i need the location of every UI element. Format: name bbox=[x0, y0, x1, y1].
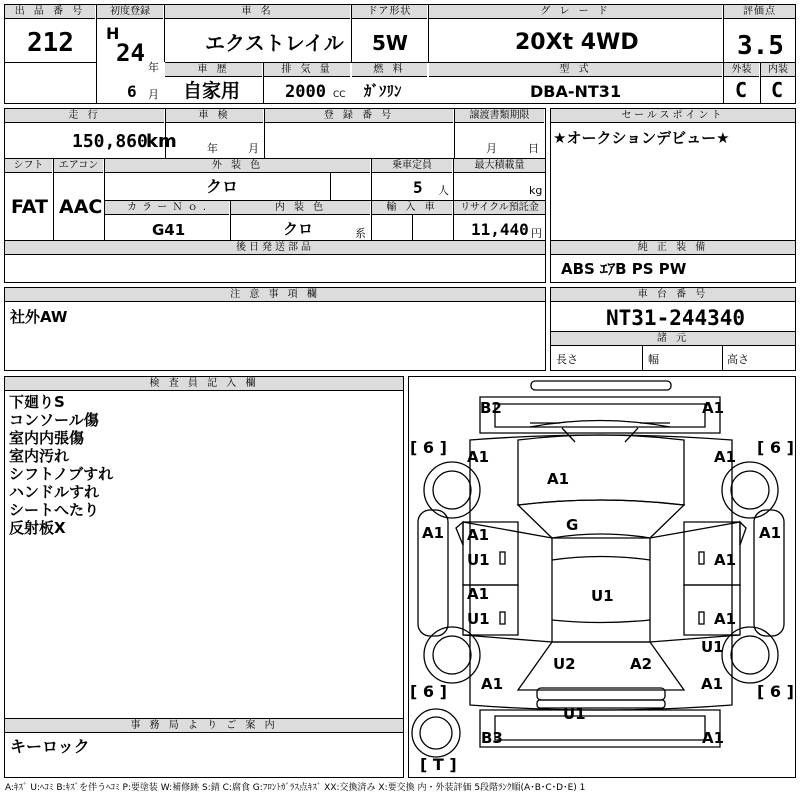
mark-a1-fender-right: A1 bbox=[714, 448, 737, 466]
mark-a1-front-door-left: A1 bbox=[467, 526, 490, 544]
registration-label: 登 録 番 号 bbox=[265, 109, 453, 123]
inspector-line: 室内内張傷 bbox=[9, 429, 85, 447]
history-value: 自家用 bbox=[183, 80, 241, 102]
color-no-label: カ ラ ー Ｎ ｏ . bbox=[105, 201, 229, 215]
mark-b2: B2 bbox=[480, 399, 502, 417]
inspector-label: 検 査 員 記 入 欄 bbox=[5, 377, 403, 391]
door-label: ドア形状 bbox=[352, 5, 427, 19]
model-value: DBA-NT31 bbox=[530, 82, 622, 101]
lot-no-label: 出 品 番 号 bbox=[5, 5, 95, 19]
mark-a1-front-door-right-outer: A1 bbox=[759, 524, 782, 542]
chassis-no-value: NT31-244340 bbox=[606, 306, 746, 330]
aircon-value: AAC bbox=[59, 196, 103, 218]
recycle-value: 11,440 bbox=[471, 220, 529, 239]
notes-label: 注 意 事 項 欄 bbox=[5, 288, 545, 302]
recycle-label: リサイクル預託金 bbox=[454, 201, 545, 215]
spare-tire-label: [ T ] bbox=[420, 755, 457, 774]
ext-color-value: クロ bbox=[206, 177, 239, 196]
exterior-label: 外装 bbox=[724, 63, 759, 77]
mark-a1-rear-right: A1 bbox=[702, 729, 725, 747]
door-value: 5W bbox=[372, 31, 408, 55]
genuine-equipment-label: 純 正 装 備 bbox=[551, 241, 795, 255]
interior-label: 内装 bbox=[761, 63, 795, 77]
mark-a1-rear-door-left: A1 bbox=[467, 585, 490, 603]
max-load-label: 最大積載量 bbox=[454, 159, 545, 173]
grade-label: グ レ ー ド bbox=[429, 5, 722, 19]
mark-u1-roof: U1 bbox=[591, 587, 614, 605]
tire-front-right: [ 6 ] bbox=[757, 438, 794, 457]
inspector-notes bbox=[9, 393, 113, 537]
office-value: キーロック bbox=[10, 737, 90, 756]
inspector-line: 下廻りS bbox=[9, 393, 65, 411]
km-unit: km bbox=[146, 131, 177, 152]
later-parts-label: 後日発送部品 bbox=[5, 241, 545, 255]
year-value: 24 bbox=[116, 39, 145, 67]
mark-a1-front-door-right: A1 bbox=[714, 551, 737, 569]
height-label: 高さ bbox=[727, 353, 749, 366]
genuine-equipment-value: ABS ｴｱB PS PW bbox=[561, 260, 687, 278]
lot-no-value: 212 bbox=[27, 28, 74, 58]
length-label: 長さ bbox=[556, 353, 578, 366]
mark-a1-front-door-left-outer: A1 bbox=[422, 524, 445, 542]
legend-text: A:ｷｽﾞ U:ﾍｺﾐ B:ｷｽﾞを伴うﾍｺﾐ P:要塗装 W:補修跡 S:錆 C:腐食 G:ﾌﾛﾝﾄｶﾞﾗｽ点ｷｽﾞ XX:交換済み X:要交換 内・外装評価 5段階ﾗﾝｸ順(A･B･C･D･E) 1 bbox=[5, 783, 586, 793]
mark-a1-front-right: A1 bbox=[702, 399, 725, 417]
year-unit: 年 bbox=[148, 61, 159, 74]
car-name-label: 車 名 bbox=[165, 5, 350, 19]
capacity-value: 5 bbox=[413, 178, 423, 197]
mark-g-windshield: G bbox=[566, 516, 579, 534]
score-value: 3.5 bbox=[737, 31, 784, 61]
mark-a2-rear-glass: A2 bbox=[630, 655, 653, 673]
fuel-value: ｶﾞｿﾘﾝ bbox=[364, 82, 402, 100]
mark-u1-front-door-left: U1 bbox=[467, 551, 490, 569]
capacity-label: 乗車定員 bbox=[372, 159, 452, 173]
int-color-label: 内 装 色 bbox=[231, 201, 370, 215]
score-label: 評価点 bbox=[724, 5, 795, 19]
mark-u2-rear-glass: U2 bbox=[553, 655, 576, 673]
mark-a1-quarter-left: A1 bbox=[481, 675, 504, 693]
dimensions-label: 諸 元 bbox=[551, 331, 795, 346]
shift-value: FAT bbox=[11, 196, 48, 218]
deadline-day-unit: 日 bbox=[528, 142, 539, 155]
fuel-label: 燃 料 bbox=[352, 63, 427, 77]
inspector-line: シートへたり bbox=[9, 501, 100, 519]
notes-value: 社外AW bbox=[10, 308, 68, 326]
car-name-value: エクストレイル bbox=[205, 31, 344, 55]
mark-a1-quarter-right: A1 bbox=[701, 675, 724, 693]
kg-unit: kg bbox=[529, 184, 543, 197]
mark-a1-fender-left: A1 bbox=[467, 448, 490, 466]
ext-color-label: 外 装 色 bbox=[105, 159, 370, 173]
office-label: 事 務 局 よ り ご 案 内 bbox=[5, 719, 403, 733]
inspector-line: シフトノブすれ bbox=[9, 465, 114, 483]
inspector-line: コンソール傷 bbox=[9, 411, 99, 429]
int-color-value: クロ bbox=[283, 220, 314, 238]
month-unit: 月 bbox=[148, 88, 159, 101]
chassis-no-label: 車 台 番 号 bbox=[551, 288, 795, 302]
transfer-deadline-label: 譲渡書類期限 bbox=[455, 109, 544, 123]
sales-point-label: セールスポイント bbox=[551, 109, 795, 123]
history-label: 車 歴 bbox=[165, 63, 262, 77]
shift-label: シフト bbox=[5, 159, 52, 173]
mark-a1-hood: A1 bbox=[547, 470, 570, 488]
era-label: H bbox=[106, 24, 120, 43]
damage-diagram-frame bbox=[408, 376, 796, 778]
mark-u1-rear-quarter-right: U1 bbox=[701, 638, 724, 656]
aircon-label: エアコン bbox=[54, 159, 103, 173]
displacement-label: 排 気 量 bbox=[264, 63, 350, 77]
first-reg-label: 初度登録 bbox=[97, 5, 163, 19]
mark-b3: B3 bbox=[481, 729, 503, 747]
tire-front-left: [ 6 ] bbox=[410, 438, 447, 457]
import-label: 輸 入 車 bbox=[372, 201, 452, 215]
inspection-label: 車 検 bbox=[166, 109, 263, 123]
inspector-line: 室内汚れ bbox=[9, 447, 70, 465]
people-unit: 人 bbox=[438, 184, 449, 197]
grade-value: 20Xt 4WD bbox=[515, 30, 639, 55]
inspector-line: ハンドルすれ bbox=[9, 483, 100, 501]
exterior-score: C bbox=[735, 78, 748, 102]
model-label: 型 式 bbox=[429, 63, 722, 77]
mark-a1-rear-door-right: A1 bbox=[714, 610, 737, 628]
tire-rear-left: [ 6 ] bbox=[410, 682, 447, 701]
mark-u1-back-door: U1 bbox=[563, 705, 586, 723]
tire-rear-right: [ 6 ] bbox=[757, 682, 794, 701]
yen-unit: 円 bbox=[531, 227, 542, 240]
mileage-value: 150,860 bbox=[72, 131, 148, 152]
details-block bbox=[4, 108, 546, 242]
interior-score: C bbox=[771, 78, 784, 102]
month-value: 6 bbox=[127, 82, 137, 101]
kei-unit: 系 bbox=[355, 227, 366, 240]
displacement-value: 2000 bbox=[285, 82, 326, 102]
color-no-value: G41 bbox=[152, 221, 186, 239]
cc-unit: CC bbox=[333, 90, 346, 100]
sales-point-value: ★オークションデビュー★ bbox=[553, 129, 730, 147]
deadline-month-unit: 月 bbox=[486, 142, 497, 155]
width-label: 幅 bbox=[648, 353, 659, 366]
mark-u1-rear-door-left: U1 bbox=[467, 610, 490, 628]
mileage-label: 走 行 bbox=[5, 109, 164, 123]
insp-year-unit: 年 bbox=[207, 142, 218, 155]
inspector-line: 反射板X bbox=[9, 519, 66, 537]
insp-month-unit: 月 bbox=[248, 142, 259, 155]
